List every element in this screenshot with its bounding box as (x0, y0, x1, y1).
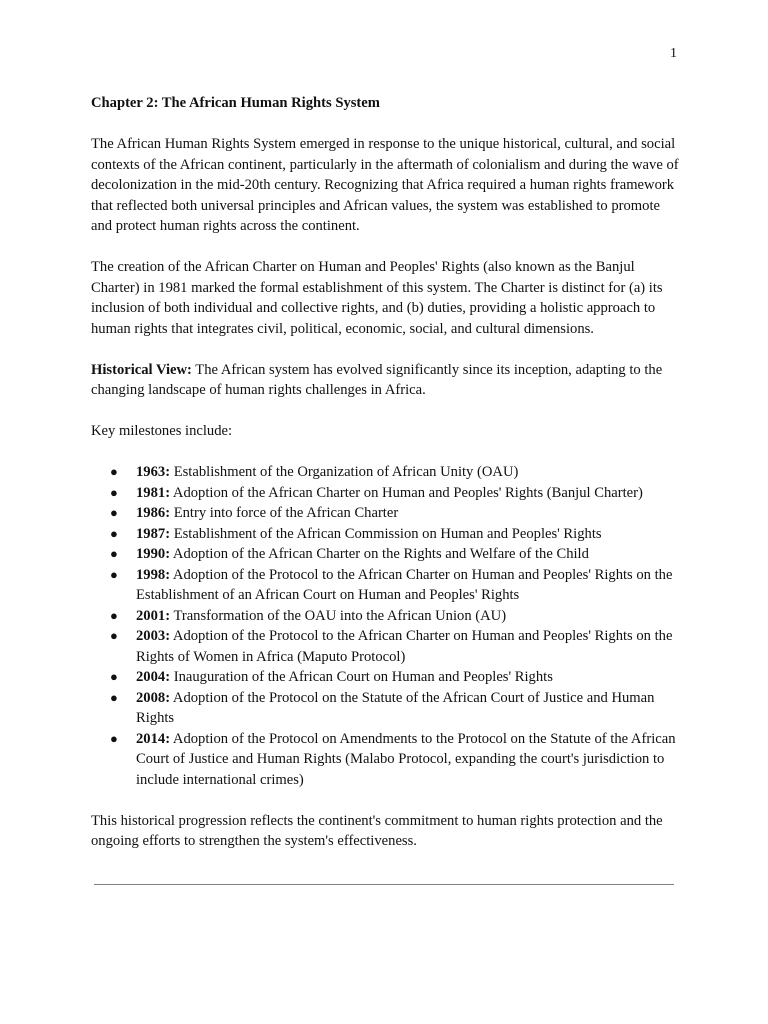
bullet-icon: ● (110, 505, 118, 520)
list-item (91, 667, 681, 688)
milestone-year: 1987: (136, 525, 171, 542)
list-item (91, 462, 681, 483)
bullet-icon: ● (110, 689, 118, 705)
milestone-text: Adoption of the African Charter on the Rights and Welfare of the Child (170, 546, 589, 562)
milestone-year: 1998: (136, 566, 171, 583)
milestone-year: 2008: (136, 689, 171, 706)
milestone-year: 1986: (136, 505, 171, 521)
closing-paragraph: This historical progression reflects the continent's commitment to human rights protection and the ongoing efforts to strengthen the system's effectiveness. (91, 812, 663, 849)
list-item (91, 729, 681, 791)
bullet-icon: ● (110, 566, 118, 582)
bullet-icon: ● (110, 607, 118, 623)
historical-view-paragraph (91, 360, 681, 401)
list-item (91, 483, 681, 504)
chapter-title: Chapter 2: The African Human Rights System (91, 95, 380, 111)
milestones-intro: Key milestones include: (91, 423, 233, 439)
milestone-year: 2003: (136, 628, 171, 644)
milestone-text: Adoption of the Protocol to the African Charter on Human and Peoples' Rights on the Establishment of an African Court on Human and Peoples' Rights (136, 566, 673, 603)
page-number: 1 (670, 46, 677, 61)
bullet-icon: ● (110, 730, 118, 746)
milestone-year: 2004: (136, 669, 171, 685)
list-item (91, 503, 681, 524)
bullet-icon: ● (110, 484, 118, 500)
milestone-year: 1990: (136, 546, 171, 562)
milestone-text: Establishment of the African Commission on Human and Peoples' Rights (170, 525, 602, 542)
bullet-icon: ● (110, 464, 118, 479)
milestone-text: Entry into force of the African Charter (170, 505, 399, 521)
document-body (91, 93, 681, 872)
milestone-text: Adoption of the Protocol on Amendments to the Protocol on the Statute of the African Court of Justice and Human Rights (Malabo Protocol, expanding the court's jurisdiction to include international crimes) (136, 730, 676, 788)
historical-view-text: The African system has evolved significantly since its inception, adapting to the changing landscape of human rights challenges in Africa. (91, 361, 663, 398)
milestone-text: Establishment of the Organization of African Unity (OAU) (170, 464, 519, 480)
bullet-icon: ● (110, 525, 118, 541)
intro-paragraph: The African Human Rights System emerged in response to the unique historical, cultural, and social contexts of the African continent, particularly in the aftermath of colonialism and during the wave of decolonization in the mid-20th century. Recognizing that Africa required a human rights framework that reflected both universal principles and African values, the system was established to promote and protect human rights across the continent. (91, 136, 679, 234)
list-item (91, 524, 681, 545)
bullet-icon: ● (110, 669, 118, 684)
list-item (91, 606, 681, 627)
charter-paragraph: The creation of the African Charter on Human and Peoples' Rights (also known as the Banjul Charter) in 1981 marked the formal establishment of this system. The Charter is distinct for (a) its inclusion of both individual and collective rights, and (b) duties, providing a holistic approach to human rights that integrates civil, political, economic, social, and cultural dimensions. (91, 259, 663, 337)
list-item (91, 544, 681, 565)
milestones-list (91, 462, 681, 790)
milestone-text: Adoption of the Protocol on the Statute of the African Court of Justice and Human Rights (136, 689, 655, 726)
historical-view-label: Historical View: (91, 361, 192, 378)
list-item (91, 626, 681, 667)
list-item (91, 688, 681, 729)
list-item (91, 565, 681, 606)
milestone-text: Adoption of the Protocol to the African Charter on Human and Peoples' Rights on the Rights of Women in Africa (Maputo Protocol) (136, 628, 673, 665)
milestone-text: Transformation of the OAU into the African Union (AU) (170, 607, 507, 624)
bullet-icon: ● (110, 546, 118, 561)
bullet-icon: ● (110, 628, 118, 643)
milestone-year: 1963: (136, 464, 171, 480)
milestone-year: 1981: (136, 484, 171, 501)
milestone-text: Inauguration of the African Court on Human and Peoples' Rights (170, 669, 553, 685)
milestone-year: 2001: (136, 607, 171, 624)
horizontal-divider (94, 884, 674, 885)
milestone-text: Adoption of the African Charter on Human and Peoples' Rights (Banjul Charter) (170, 484, 643, 501)
milestone-year: 2014: (136, 730, 171, 747)
